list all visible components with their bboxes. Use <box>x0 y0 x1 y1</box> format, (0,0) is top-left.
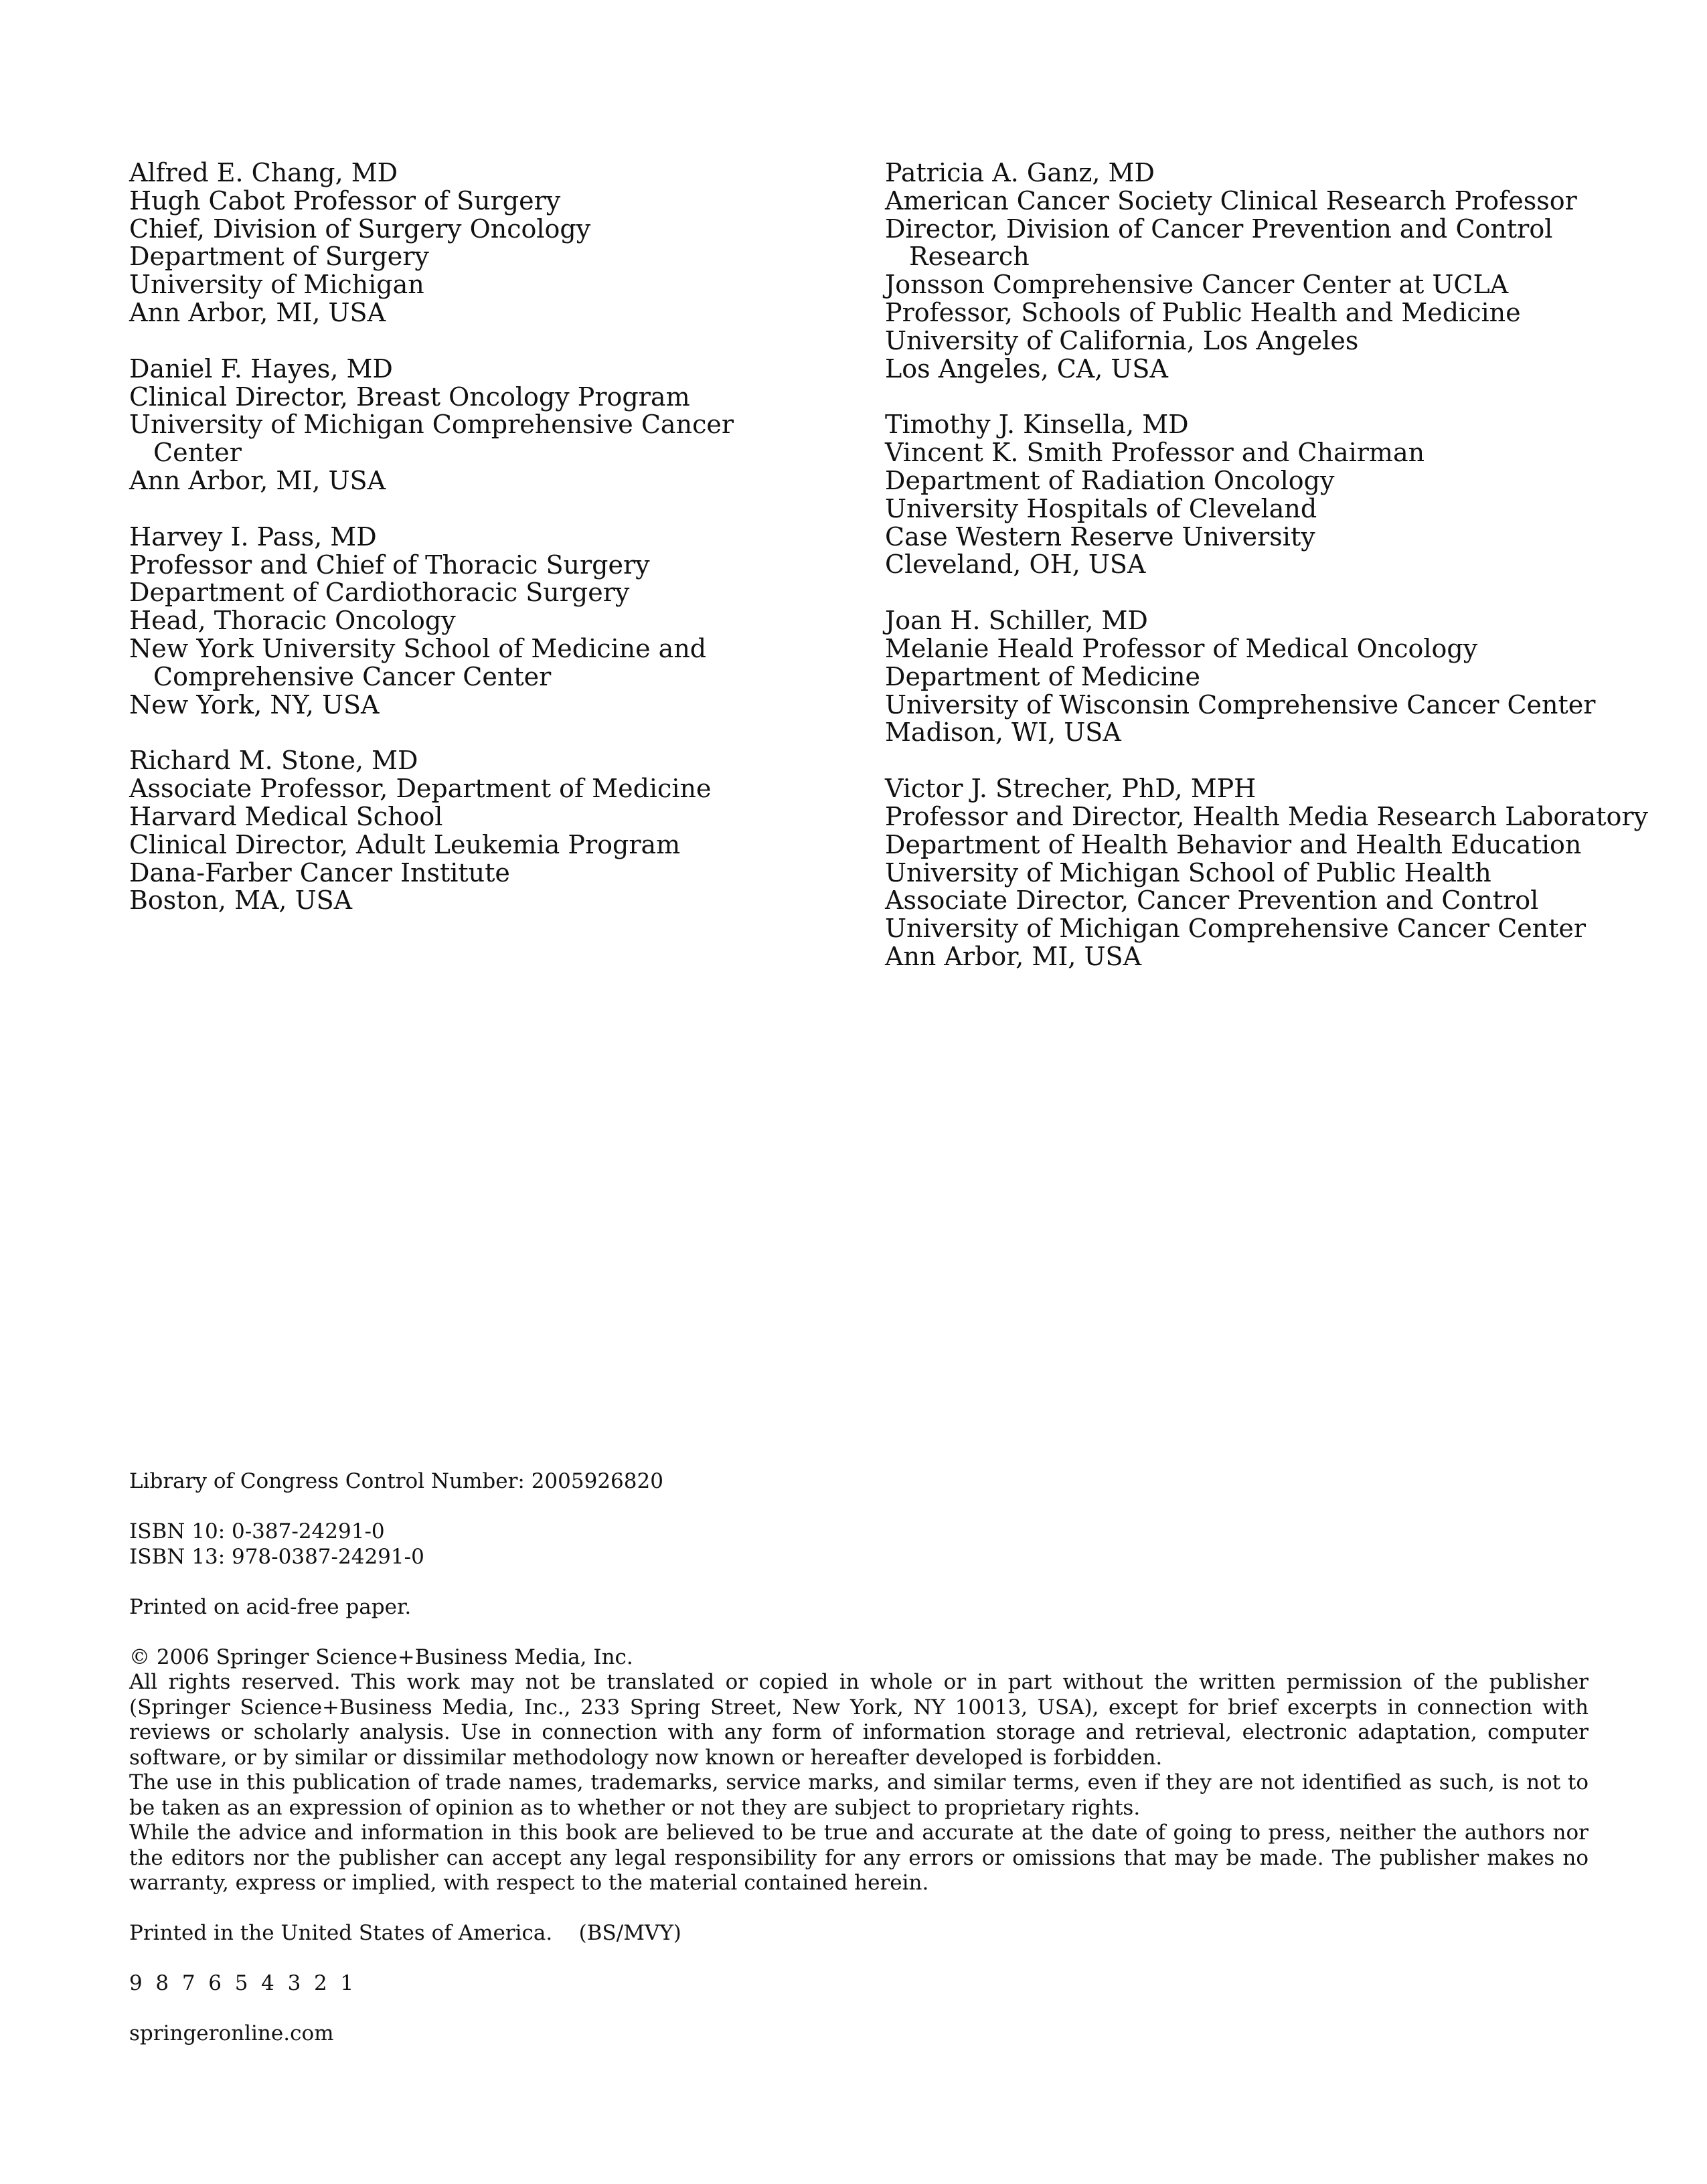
isbn-10: ISBN 10: 0-387-24291-0 <box>129 1519 385 1543</box>
editor-affiliation: Department of Medicine <box>885 661 1201 691</box>
editor-title: Chief, Division of Surgery Oncology <box>129 214 591 244</box>
editor-location: Ann Arbor, MI, USA <box>885 941 1142 971</box>
editor-entry <box>885 775 1655 971</box>
paper-note: Printed on acid-free paper. <box>129 1594 412 1619</box>
editor-affiliation: Jonsson Comprehensive Cancer Center at UCLA <box>885 270 1509 300</box>
editor-entry <box>129 747 852 915</box>
lccn: Library of Congress Control Number: 2005926820 <box>129 1469 663 1493</box>
rights-statement: All rights reserved. This work may not be translated or copied in whole or in part without the written permission of the publisher (Springer Science+Business Media, Inc., 233 Spring Street, New York, NY 10013, USA), except for brief excerpts in connection with reviews or scholarly analysis. Use in connection with any form of information storage and retrieval, electronic adaptation, computer software, or by similar or dissimilar methodology now known or hereafter developed is forbidden. <box>129 1670 1589 1770</box>
editor-affiliation: Case Western Reserve University <box>885 521 1315 552</box>
editor-name: Joan H. Schiller, MD <box>885 606 1148 636</box>
editor-name: Timothy J. Kinsella, MD <box>885 410 1189 440</box>
editor-affiliation: University of Michigan School of Public Health <box>885 857 1491 888</box>
editor-affiliation: Department of Health Behavior and Health Education <box>885 829 1582 859</box>
editor-title: Clinical Director, Adult Leukemia Program <box>129 829 681 859</box>
editor-affiliation: University of California, Los Angeles <box>885 325 1359 355</box>
editor-title: Research <box>909 242 1030 272</box>
editor-affiliation: New York University School of Medicine and <box>129 633 707 663</box>
editor-title: Director, Division of Cancer Prevention and Control <box>885 214 1553 244</box>
imprint-block <box>129 1469 1589 2047</box>
editor-affiliation: Dana-Farber Cancer Institute <box>129 857 510 888</box>
printed-in: Printed in the United States of America. (BS/MVY) <box>129 1921 681 1945</box>
editor-title: Professor, Schools of Public Health and Medicine <box>885 297 1521 327</box>
editor-location: Madison, WI, USA <box>885 718 1121 748</box>
editor-title: American Cancer Society Clinical Research Professor <box>885 185 1577 216</box>
editor-affiliation: Department of Cardiothoracic Surgery <box>129 578 630 608</box>
editor-name: Victor J. Strecher, PhD, MPH <box>885 774 1256 804</box>
editor-affiliation: Center <box>153 438 242 468</box>
editor-affiliation: University of Michigan Comprehensive Cancer <box>129 410 734 440</box>
editor-affiliation: University of Michigan Comprehensive Cancer Center <box>885 914 1587 944</box>
editor-name: Harvey I. Pass, MD <box>129 521 377 552</box>
editor-affiliation: Harvard Medical School <box>129 801 443 831</box>
editors-left-column <box>129 159 852 943</box>
editor-location: Los Angeles, CA, USA <box>885 353 1168 384</box>
editor-title: Head, Thoracic Oncology <box>129 606 456 636</box>
editors-right-column <box>885 159 1655 999</box>
editor-title: Associate Director, Cancer Prevention and Control <box>885 886 1539 916</box>
editor-location: Boston, MA, USA <box>129 886 353 916</box>
isbn-13: ISBN 13: 978-0387-24291-0 <box>129 1544 424 1569</box>
editor-title: Associate Professor, Department of Medicine <box>129 774 712 804</box>
disclaimer-statement: While the advice and information in this book are believed to be true and accurate at the date of going to press, neither the authors nor the editors nor the publisher can accept any legal responsibility for any errors or omissions that may be made. The publisher makes no warranty, express or implied, with respect to the material contained herein. <box>129 1821 1589 1895</box>
editor-location: Cleveland, OH, USA <box>885 550 1146 580</box>
editor-affiliation: Comprehensive Cancer Center <box>153 661 552 691</box>
trademark-statement: The use in this publication of trade names, trademarks, service marks, and similar terms, even if they are not identified as such, is not to be taken as an expression of opinion as to whether or not they are subject to proprietary rights. <box>129 1770 1589 1820</box>
editor-location: Ann Arbor, MI, USA <box>129 465 386 495</box>
editor-name: Daniel F. Hayes, MD <box>129 353 393 384</box>
editor-entry <box>129 355 852 495</box>
editor-entry <box>129 159 852 327</box>
editor-location: Ann Arbor, MI, USA <box>129 297 386 327</box>
editor-entry <box>885 607 1655 747</box>
editor-location: New York, NY, USA <box>129 689 380 720</box>
editor-title: Melanie Heald Professor of Medical Oncology <box>885 633 1478 663</box>
editor-entry <box>885 159 1655 383</box>
editor-affiliation: Department of Surgery <box>129 242 429 272</box>
editor-affiliation: Department of Radiation Oncology <box>885 465 1335 495</box>
editor-title: Vincent K. Smith Professor and Chairman <box>885 438 1425 468</box>
editor-title: Clinical Director, Breast Oncology Program <box>129 382 690 412</box>
editor-affiliation: University of Michigan <box>129 270 424 300</box>
editor-entry <box>885 411 1655 579</box>
editor-affiliation: University Hospitals of Cleveland <box>885 493 1317 523</box>
editor-affiliation: University of Wisconsin Comprehensive Cancer Center <box>885 689 1596 720</box>
editor-name: Patricia A. Ganz, MD <box>885 158 1155 187</box>
editor-title: Hugh Cabot Professor of Surgery <box>129 185 561 216</box>
website: springeronline.com <box>129 2021 334 2045</box>
editor-name: Richard M. Stone, MD <box>129 746 418 776</box>
editor-title: Professor and Chief of Thoracic Surgery <box>129 550 650 580</box>
editor-entry <box>129 523 852 720</box>
editor-title: Professor and Director, Health Media Research Laboratory <box>885 801 1648 831</box>
editor-name: Alfred E. Chang, MD <box>129 158 398 187</box>
print-line: 9 8 7 6 5 4 3 2 1 <box>129 1971 354 1995</box>
copyright-line: © 2006 Springer Science+Business Media, Inc. <box>129 1645 633 1669</box>
